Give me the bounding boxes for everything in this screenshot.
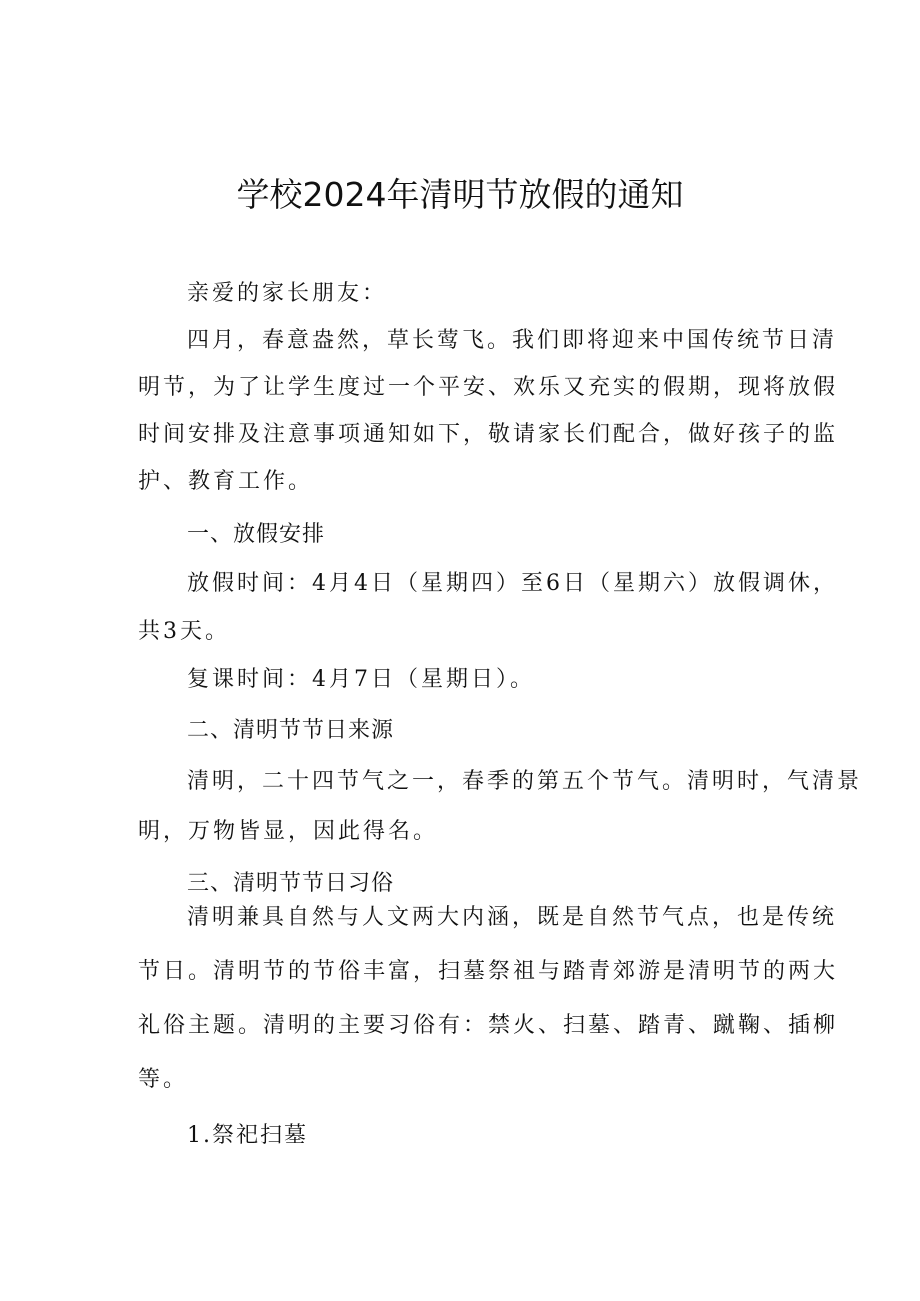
section-1-heading: 一、放假安排	[187, 522, 326, 547]
custom-line-3: 礼俗主题。清明的主要习俗有：禁火、扫墓、踏青、蹴鞠、插柳	[138, 1013, 839, 1038]
vacation-line-2: 共3天。	[138, 619, 230, 644]
vacation-line-1: 放假时间：4月4日（星期四）至6日（星期六）放假调休，	[187, 571, 838, 596]
document-title: 学校2024年清明节放假的通知	[236, 175, 684, 214]
intro-line-3: 时间安排及注意事项通知如下，敬请家长们配合，做好孩子的监	[138, 422, 839, 447]
intro-line-2: 明节，为了让学生度过一个平安、欢乐又充实的假期，现将放假	[138, 375, 839, 400]
greeting: 亲爱的家长朋友：	[187, 281, 388, 306]
section-2-heading: 二、清明节节日来源	[187, 718, 395, 743]
origin-line-1: 清明，二十四节气之一，春季的第五个节气。清明时，气清景	[187, 769, 863, 794]
custom-line-2: 节日。清明节的节俗丰富，扫墓祭祖与踏青郊游是清明节的两大	[138, 959, 839, 984]
custom-line-4: 等。	[138, 1067, 189, 1092]
resume-line: 复课时间：4月7日（星期日）。	[187, 667, 535, 692]
item-1-heading: 1.祭祀扫墓	[187, 1123, 308, 1148]
intro-line-1: 四月，春意盎然，草长莺飞。我们即将迎来中国传统节日清	[187, 328, 838, 353]
intro-line-4: 护、教育工作。	[138, 469, 314, 494]
section-3-heading: 三、清明节节日习俗	[187, 871, 395, 896]
origin-line-2: 明，万物皆显，因此得名。	[138, 819, 439, 844]
custom-line-1: 清明兼具自然与人文两大内涵，既是自然节气点，也是传统	[187, 905, 838, 930]
